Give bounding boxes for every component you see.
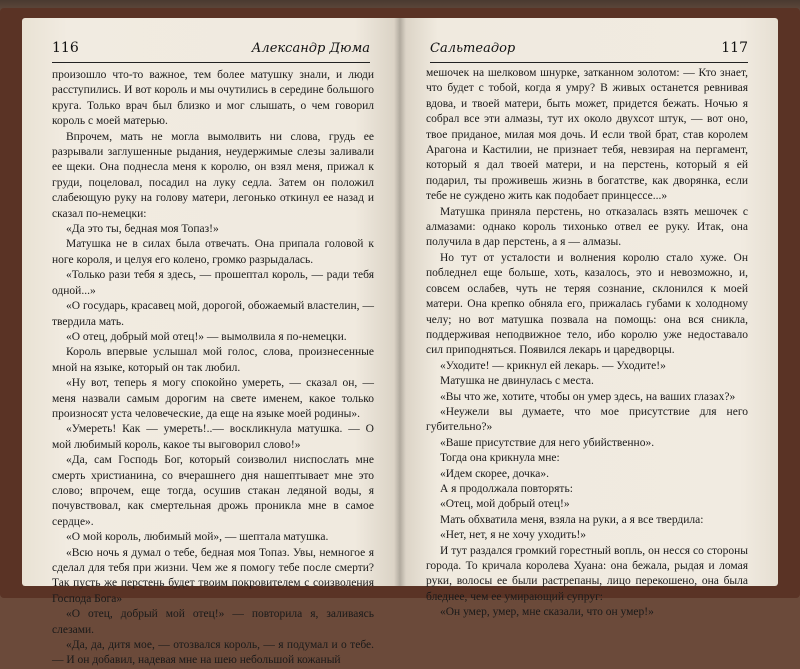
left-page bbox=[22, 18, 400, 667]
left-page-number: 116 bbox=[52, 40, 79, 56]
paragraph: А я продолжала повторять: bbox=[440, 482, 573, 495]
paragraph: произошло что-то важное, тем более матушку знали, и люди расступились. И вот король и мы очутились в середине большого круга. Только врач был близко и мог слышать, о чем говорил король с моей матерью. bbox=[52, 69, 374, 128]
paragraph: Впрочем, мать не могла вымолвить ни слова, грудь ее разрывали заглушенные рыдания, неудержимые слезы заливали ее щеки. Она поднесла меня к королю, он взял меня, прижал к груди, поцеловал, посадил на луку седла. Затем он положил слабеющую руку на голову матери, легонько откинул ее назад и сказал по-немецки: bbox=[52, 130, 374, 220]
paragraph: Матушка не в силах была отвечать. Она припала головой к ноге короля, и целуя его колено, громко разрыдалась. bbox=[52, 238, 374, 266]
paragraph: «Да это ты, бедная моя Топаз!» bbox=[66, 223, 219, 236]
paragraph: И тут раздался громкий горестный вопль, он несся со стороны города. То кричала королева Хуана: она бежала, рыдая и ломая руки, волосы ее были растрепаны, лицо перекошено, она была бледнее, чем ее умирающий супруг: bbox=[426, 544, 748, 603]
paragraph: «Умереть! Как — умереть!..— воскликнула матушка. — О мой любимый король, какое ты выговорил слово!» bbox=[52, 423, 374, 451]
paragraph: «Ну вот, теперь я могу спокойно умереть, — сказал он, — меня назвали самым дорогим на свете именем, какое только произносят уста человеческие, да еще на языке моей родины». bbox=[52, 377, 374, 420]
paragraph: «Отец, мой добрый отец!» bbox=[440, 498, 570, 511]
book-gutter bbox=[394, 18, 406, 586]
paragraph: «О отец, добрый мой отец!» — вымолвила я по-немецки. bbox=[66, 330, 347, 343]
paragraph: «О мой король, любимый мой», — шептала матушка. bbox=[66, 531, 329, 544]
right-page-header bbox=[430, 40, 748, 63]
paragraph: Мать обхватила меня, взяла на руки, а я все твердила: bbox=[440, 513, 704, 526]
paragraph: «Да, сам Господь Бог, который соизволил ниспослать мне смерть христианина, со вчерашнего дня нашептывает мне это слово; впрочем, еще тогда, осушив стакан ледяной воды, я почувствовал, как смертельная дрожь проникла мне в самое сердце». bbox=[52, 454, 374, 528]
right-page bbox=[400, 18, 778, 619]
paragraph: Матушка приняла перстень, но отказалась взять мешочек с алмазами: однако король тихонько отвел ее руку. Итак, она получила в дар перстень, а я — алмазы. bbox=[426, 205, 748, 249]
left-running-title: Александр Дюма bbox=[251, 41, 370, 56]
right-page-number: 117 bbox=[721, 40, 748, 56]
paragraph: «Уходите! — крикнул ей лекарь. — Уходите!» bbox=[440, 359, 666, 372]
paragraph: «Неужели вы думаете, что мое присутствие для него губительно?» bbox=[426, 405, 748, 434]
paragraph: Но тут от усталости и волнения королю стало хуже. Он побледнел еще больше, хоть, казалось, это и невозможно, и, совсем ослабев, чуть не теряя сознание, склонился к моей матери. Она крепко обняла его, прижалась губами к холодному челу; но вот матушка позвала на помощь: она вся сникла, поддерживая неподвижное тело, ибо королю уже недоставало сил приподняться. Появился лекарь и царедворцы. bbox=[426, 251, 748, 357]
paragraph: «Идем скорее, дочка». bbox=[440, 467, 549, 480]
paragraph: Матушка не двинулась с места. bbox=[440, 375, 594, 388]
right-running-title: Сальтеадор bbox=[430, 41, 516, 56]
right-page-text bbox=[426, 66, 748, 621]
paragraph: «Вы что же, хотите, чтобы он умер здесь, на ваших глазах?» bbox=[440, 390, 736, 403]
paragraph: «Нет, нет, я не хочу уходить!» bbox=[440, 529, 587, 542]
paragraph: «Всю ночь я думал о тебе, бедная моя Топаз. Увы, немногое я сделал для тебя при жизни. Чем же я помогу тебе после смерти? Так пусть же перстень будет твоим покровителем с соизволения Господа Бога» bbox=[52, 546, 374, 605]
paragraph: «О государь, красавец мой, дорогой, обожаемый властелин, — твердила мать. bbox=[52, 300, 374, 328]
left-page-header bbox=[52, 40, 370, 63]
paragraph: «О отец, добрый мой отец!» — повторила я, заливаясь слезами. bbox=[52, 608, 374, 636]
paragraph: «Да, да, дитя мое, — отозвался король, — я подумал и о тебе. — И он добавил, надевая мне на шею небольшой кожаный bbox=[52, 639, 374, 667]
paragraph: Король впервые услышал мой голос, слова, произнесенные мной на языке, который он так любил. bbox=[52, 346, 374, 374]
paragraph: «Ваше присутствие для него убийственно». bbox=[440, 436, 655, 449]
paragraph: Тогда она крикнула мне: bbox=[440, 452, 560, 465]
paragraph: мешочек на шелковом шнурке, затканном золотом: — Кто знает, что будет с тобой, когда я умру? В живых останется ревнивая вдова, и твоей матери, быть может, придется бежать. Ночью я собрал все эти алмазы, тут их около двухсот штук, — вот оно, твое приданое, милая моя дочь. И если твой брат, став королем Арагона и Кастилии, не признает тебя, невзирая на пергамент, который я дал твоей матери, и на перстень, который я ей подарил, ты проживешь жизнь в богатстве, как дворянка, если тебе не суждено жить как подобает принцессе...» bbox=[426, 67, 748, 203]
paragraph: «Он умер, умер, мне сказали, что он умер!» bbox=[440, 606, 654, 619]
left-page-text bbox=[52, 68, 374, 669]
paragraph: «Только рази тебя я здесь, — прошептал король, — ради тебя одной...» bbox=[52, 269, 374, 297]
